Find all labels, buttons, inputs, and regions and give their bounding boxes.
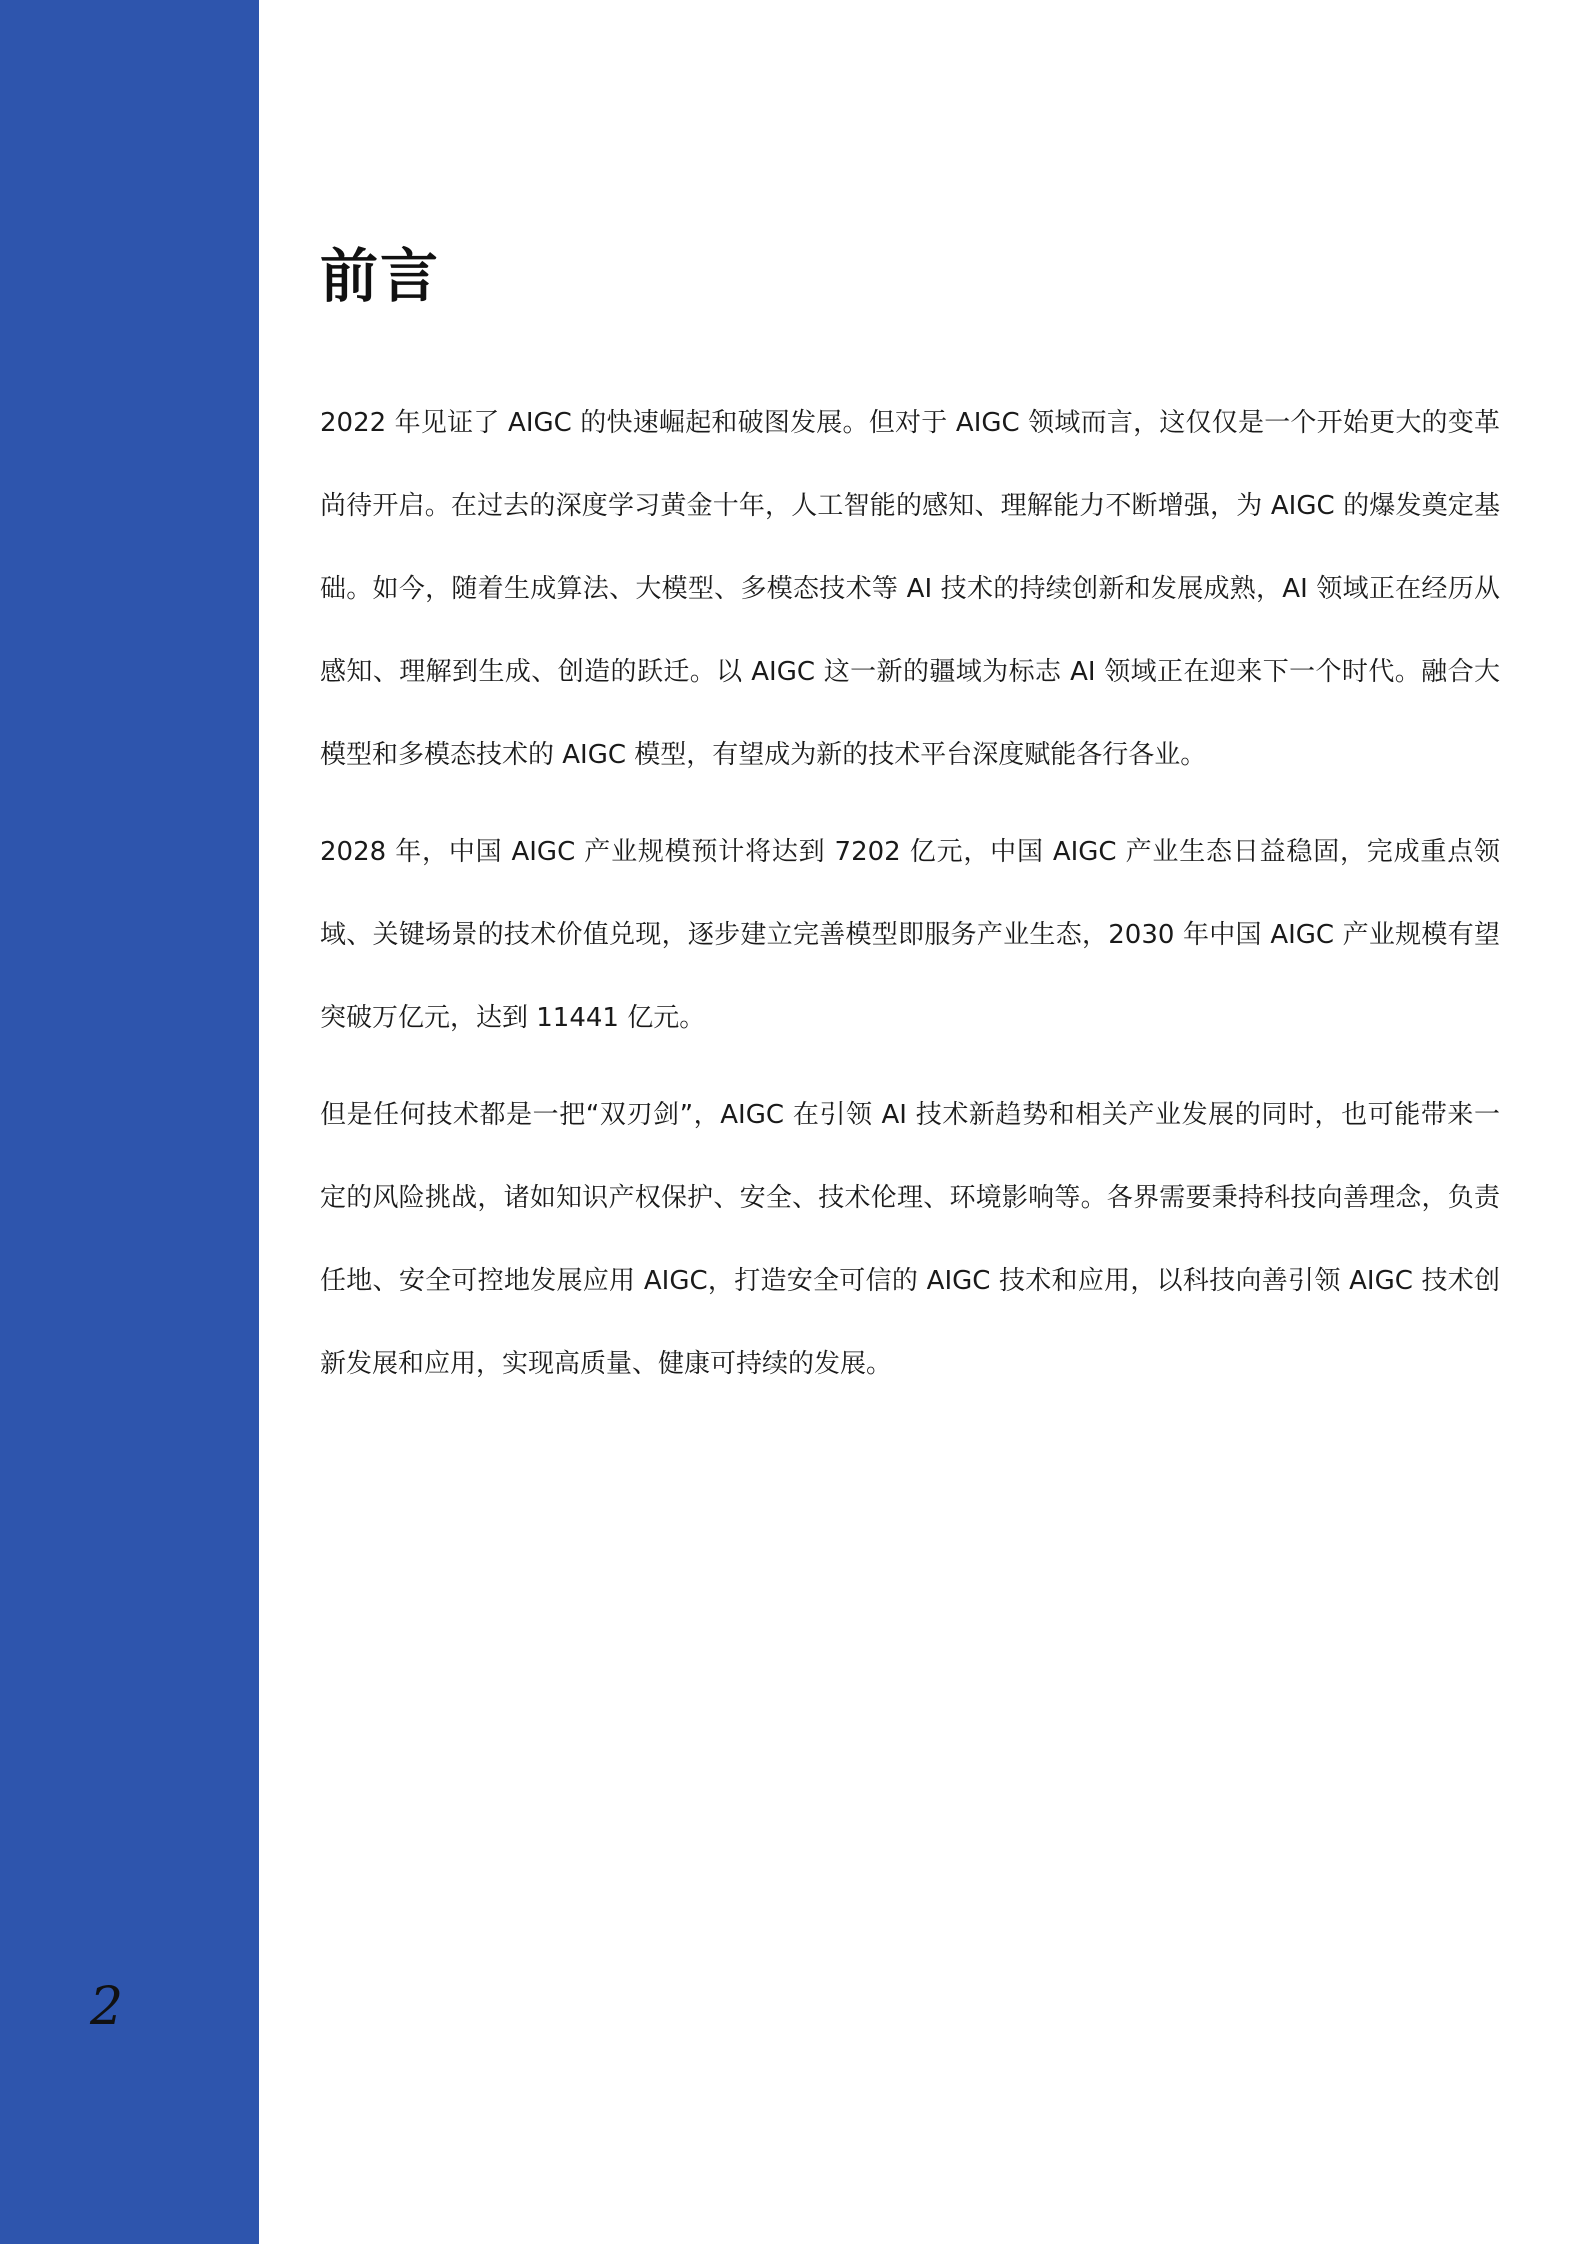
page-title: 前言	[320, 242, 441, 310]
preface-paragraph-1: 2022 年见证了 AIGC 的快速崛起和破图发展。但对于 AIGC 领域而言，这仅仅是一个开始更大的变革尚待开启。在过去的深度学习黄金十年，人工智能的感知、理解能力不断增强，为 AIGC 的爆发奠定基础。如今，随着生成算法、大模型、多模态技术等 AI 技术的持续创新和发展成熟，AI 领域正在经历从感知、理解到生成、创造的跃迁。以 AIGC 这一新的疆域为标志 AI 领域正在迎来下一个时代。融合大模型和多模态技术的 AIGC 模型，有望成为新的技术平台深度赋能各行各业。	[320, 408, 1500, 770]
preface-body	[320, 382, 1500, 1420]
page-number: 2	[90, 1977, 124, 2037]
side-color-band	[0, 0, 259, 2244]
preface-paragraph-3: 但是任何技术都是一把“双刃剑”，AIGC 在引领 AI 技术新趋势和相关产业发展的同时，也可能带来一定的风险挑战，诸如知识产权保护、安全、技术伦理、环境影响等。各界需要秉持科技向善理念，负责任地、安全可控地发展应用 AIGC，打造安全可信的 AIGC 技术和应用，以科技向善引领 AIGC 技术创新发展和应用，实现高质量、健康可持续的发展。	[320, 1100, 1500, 1379]
preface-paragraph-2: 2028 年，中国 AIGC 产业规模预计将达到 7202 亿元，中国 AIGC 产业生态日益稳固，完成重点领域、关键场景的技术价值兑现，逐步建立完善模型即服务产业生态，2030 年中国 AIGC 产业规模有望突破万亿元，达到 11441 亿元。	[320, 837, 1500, 1033]
